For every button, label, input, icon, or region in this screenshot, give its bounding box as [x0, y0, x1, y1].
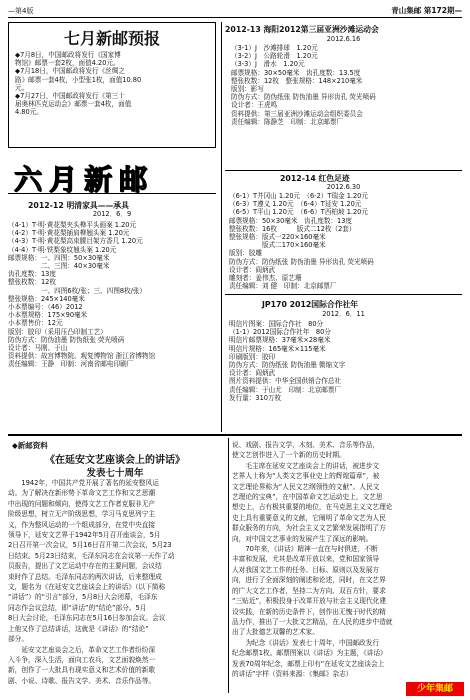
stamp-detail-line: 图片资料提供：中华全国供销合作总社	[229, 377, 342, 386]
article-text-line: 发表70周年纪念，邮票上印有“在延安文艺座谈会上	[232, 659, 385, 668]
article-text-line: 毛主席在延安文艺座谈会上的讲话，被进步文	[232, 461, 380, 470]
article-text-line: 向，进行了全面深刻的阐述和论述，同时，在文艺界	[232, 576, 386, 585]
july-preview-line: 路》邮票一套4枚，小型张1枚，面值10.80	[15, 75, 142, 84]
article-text-line: 领导下，延安文艺界于1942年5月召开座谈会，5月	[8, 531, 161, 540]
article-text-line: 的讲话”字样（资料来源：《集邮》杂志）	[232, 669, 353, 678]
article-text-line: 说、戏剧、报告文学、木刻、美术、音乐等作品，	[232, 441, 380, 449]
stamp-detail-line: （6-1）T井冈山 1.20元 （6-2）T瑞金 1.20元	[229, 192, 368, 200]
article-text-line: 延安文艺座谈会之后，革命文艺工作者纷纷深	[8, 645, 156, 654]
article-text-line: 艺理论的宝典”，在中国革命文艺运动史上，文艺思	[232, 493, 383, 502]
column-divider	[228, 438, 229, 693]
article-text-line: 丰富和发展，尤其是改革开放以来，党和国家领导	[232, 555, 380, 564]
stamp-detail-line: 设计者：马刚、于山	[8, 344, 68, 353]
stamp-detail-line: （6-5）T平山 1.20元 （6-6）T西柏坡 1.20元	[229, 208, 368, 217]
stamp-detail-line: 资料提供：故宫博物院、观复博物馆 浙江省博物馆	[8, 352, 156, 361]
stamp-detail-line: 印刷版别：胶印	[229, 352, 276, 361]
stamp-detail-line: （4-1）T·明·黄花梨夹头榫平头画案 1.20元	[8, 221, 137, 229]
article-text-line: 8日大会讨论，毛泽东同志在5月16日参加会议。会议	[8, 614, 166, 623]
page-header	[8, 4, 462, 18]
page-number: —第4版	[8, 7, 34, 15]
jp170-details	[229, 320, 464, 402]
july-preview-line: 元。	[15, 83, 29, 92]
article-text-line: 1942年，中国共产党开展了著名的延安整风运	[8, 479, 159, 487]
divider	[225, 170, 462, 171]
article-text-line: 动。为了解决在新形势下革命文艺工作和文艺思潮	[8, 489, 156, 498]
stamp-detail-line: （6-3）T遵义 1.20元 （6-4）T延安 1.20元	[229, 200, 362, 209]
stamp-detail-line: 明信片规格：165毫米×115毫米	[229, 344, 326, 353]
article-text-line: 史上具有重要意义的文献，它阐明了革命文艺为人民	[232, 513, 386, 522]
article-text-line: 剧、小说、诗歌、报告文学、美术、音乐作品等。	[8, 676, 156, 685]
stamp-2012-13-date: 2012.6.16	[326, 35, 361, 43]
stamp-detail-line: 责任编辑：刘 健 印制：北京邮票厂	[229, 282, 337, 291]
stamp-detail-line: 小本票规格：175×90毫米	[8, 311, 88, 320]
article-tag: ◆新邮资料	[12, 441, 48, 450]
stamp-detail-line: 雕刻者：姜伟杰、原艺珊	[229, 274, 302, 283]
article-text-line: 同志作会议总结，即“讲话”的“结论”部分。5月	[8, 603, 147, 612]
stamp-detail-line: 小本票编号：（46）2012	[8, 303, 83, 312]
stamp-detail-line: 版别：影写	[231, 85, 264, 94]
article-text-line: 束时作了总结。毛泽东同志的两次讲话，后来整理成	[8, 572, 162, 581]
stamp-detail-line: 版式二170×160毫米	[229, 241, 326, 250]
stamp-detail-line: 设计者：阎炳武	[229, 265, 276, 274]
stamp-detail-line: 责任编辑：王静 印制：河南省邮电印刷厂	[8, 360, 134, 369]
stamp-detail-line: 小本票售价：12元	[8, 319, 63, 328]
july-preview-line: 4.80元。	[15, 108, 43, 117]
stamp-detail-line: 整张规格：版式一220×160毫米	[229, 233, 326, 242]
stamp-detail-line: 版别：胶雕	[229, 249, 262, 258]
youth-philately-badge: 少年集邮	[406, 682, 464, 696]
article-text-line: 品力作，推出了一大批文艺精品，在人民的进步中造就	[232, 617, 393, 626]
article-text-line: 文，题名为《在延安文艺座谈会上的讲话》（以下简称	[8, 583, 166, 592]
section-divider	[8, 434, 462, 436]
article-text-line: 使文艺创作进入了一个新的历史时期。	[232, 451, 346, 460]
stamp-detail-line: 设计者：阎炳武	[229, 369, 276, 378]
stamp-detail-line: （3-1）J 沙滩排球 1.20元	[231, 44, 318, 52]
article-text-line: 义，作为整风运动的一个组成部分，在党中央直接	[8, 520, 156, 529]
stamp-detail-line: 二、三图：40×30毫米	[8, 262, 110, 271]
stamp-2012-14-details	[229, 192, 464, 290]
article-text-line: 的广大文艺工作者，坚持二为方向、双百方针，要求	[232, 586, 386, 595]
article-text-line: 部分。	[8, 635, 29, 644]
stamp-detail-line: （4-3）T·明·黄花梨高束腰目架方香几 1.20元	[8, 237, 143, 246]
stamp-detail-line: 明信片邮票规格：37毫米×28毫米	[229, 336, 331, 345]
stamp-detail-line: 邮票规格：30×50毫米 齿孔度数：13.5度	[231, 68, 361, 77]
stamp-2012-13-details	[231, 44, 462, 126]
stamp-detail-line: 整张枚数：16枚 版式二12枚（2套）	[229, 224, 356, 233]
article-text-line: 入斗争，深入生活，面向工农兵，文艺面貌焕然一	[8, 655, 156, 664]
stamp-detail-line: 整张枚数：12枚	[8, 278, 56, 287]
stamp-2012-12-details	[8, 221, 220, 369]
article-text-line: 人对我国文艺工作的任务、目标、原则以及发展方	[232, 565, 380, 574]
stamp-detail-line: 责任编辑：陈静芝 印制：北京邮票厂	[231, 117, 344, 126]
stamp-detail-line: 邮票规格：一、四图：50×30毫米	[8, 253, 110, 262]
stamp-detail-line: 防伪方式：防伪油墨 防伪纸张 荧光喷码	[8, 335, 125, 344]
stamp-2012-13-block	[225, 22, 462, 174]
july-preview-line: ◆7月8日，中国邮政将发行《国家博	[15, 51, 121, 59]
article-text-line: 阶级思想，树立无产阶级思想，学习马克思列宁主	[8, 510, 156, 519]
stamp-2012-13-heading: 2012-13 海阳2012第三届亚洲沙滩运动会	[225, 25, 379, 34]
article-text-line: 上他又作了总结讲话，这就是《讲话》的“结论”	[8, 624, 149, 633]
article-text-line: 出了大批德艺双馨的艺术家。	[232, 628, 319, 637]
stamp-detail-line: 整张枚数：12枚 整张规格：148×210毫米	[231, 76, 363, 85]
stamp-detail-line: 发行量：310万枚	[229, 393, 282, 402]
article-text-line: 设实践，在新的历史条件下，创作出无愧于时代的精	[232, 607, 386, 616]
article-text-line: 员报告，提出了文艺运动中存在的主要问题，会议结	[8, 562, 162, 571]
july-preview-box	[8, 22, 216, 148]
article-subtitle: 发表七十周年	[86, 468, 144, 479]
article-text-line: 2日召开第一次会议，5月16日召开第二次会议，5月23	[8, 541, 172, 550]
article-text-line: 为纪念《讲话》发表七十周年，中国邮政发行	[232, 638, 380, 647]
stamp-detail-line: （3-2）J 公路轮滑 1.20元	[231, 52, 318, 61]
article-title: 《在延安文艺座谈会上的讲话》	[45, 455, 185, 466]
article-text-line: 文艺理论界称为“人民文艺纲领性的文献”。人民文	[232, 482, 380, 491]
stamp-detail-line: 版别：胶印（采用压凸印制工艺）	[8, 327, 107, 336]
article-text-line: 新，创作了一大批具有现实意义和艺术价值的新歌	[8, 666, 156, 675]
stamp-detail-line: 资料提供：第三届亚洲沙滩运动会组织委员会	[231, 109, 363, 118]
stamp-detail-line: 设计者：王虎鸣	[231, 101, 278, 110]
stamp-2012-12-heading: 2012-12 明清家具——承具	[28, 201, 129, 210]
stamp-detail-line: （3-3）J 滑水 1.20元	[231, 60, 305, 69]
stamp-detail-line: 一、四图6枚/张；三、四图8枚/张）	[8, 286, 147, 295]
stamp-detail-line: 防伪方式：防伪纸张 防伪油墨 异形齿孔 荧光喷码	[229, 257, 374, 266]
column-divider	[221, 22, 222, 432]
stamp-2012-14-date: 2012.6.30	[326, 183, 361, 191]
article-text-line: 群众服务的方向，为社会主义文艺繁荣发展指明了方	[232, 524, 386, 533]
july-preview-body	[15, 51, 211, 117]
stamp-detail-line: 整张规格：245×140毫米	[8, 294, 85, 303]
article-text-line: “三贴近”，积极投身于改革开放与社会主义现代化建	[232, 597, 387, 606]
article-text-line: 70年来，《讲话》精神一直在与时俱进，不断	[232, 545, 378, 554]
stamp-2012-14-heading: 2012-14 红色足迹	[280, 174, 350, 183]
article-text-line: 想史上，占有极其重要的地位，在马克思主义文艺理论	[232, 503, 393, 512]
article-text-line: 艺界人士称为“人类文艺事业史上的辉煌篇章”，被	[232, 472, 380, 481]
article-text-line: 日结束。5月23日结束，毛泽东同志在会议第一天作了动	[8, 551, 175, 560]
june-new-stamps-title: 六月新邮	[14, 163, 155, 196]
july-preview-line: 届奥林匹克运动会》邮票一套4枚，面值	[15, 100, 132, 109]
stamp-detail-line: （4-2）T·明·黄花梨插肩榫翘头案 1.20元	[8, 229, 130, 238]
article-text-line: 纪念邮票1枚。邮票图案以《讲话》为主题，《讲话》	[232, 649, 387, 658]
july-preview-line: ◆7月18日，中国邮政将发行《丝绸之	[15, 67, 125, 76]
stamp-detail-line: （4-4）T·明·铁梨象纹翘头案 1.20元	[8, 245, 117, 254]
article-text-line: 中出现的问题和倾向，使得文艺工作者克服非无产	[8, 499, 156, 508]
july-preview-title: 七月新邮预报	[63, 29, 160, 48]
stamp-detail-line: （1-1）2012国际合作社年 80分	[229, 328, 331, 337]
jp170-heading: JP170 2012国际合作社年	[262, 300, 359, 309]
article-right-column	[232, 440, 464, 679]
issue-label: 青山集邮 第172期—	[391, 6, 462, 15]
divider	[225, 294, 462, 295]
stamp-detail-line: 防伪方式：防伪纸张 防伪油墨 微缩文字	[229, 361, 346, 370]
article-left-column	[8, 478, 224, 686]
stamp-detail-line: 明信片图案：国际合作社 80分	[229, 320, 324, 328]
stamp-2012-12-date: 2012．6．9	[92, 210, 132, 218]
article-text-line: “讲话”）的“引言”部分，5月8日大会闭幕，毛泽东	[8, 593, 158, 602]
stamp-detail-line: 齿孔度数：13度	[8, 270, 56, 279]
divider	[8, 193, 216, 194]
jp170-date: 2012．6．11	[322, 310, 365, 318]
july-preview-line: 物馆》邮票一套2枚，面值4.20元。	[15, 59, 120, 68]
stamp-detail-line: 邮票规格：50×30毫米 齿孔度数：13度	[229, 216, 353, 225]
article-text-line: 向，对中国文艺事业的发展产生了深远的影响。	[232, 534, 373, 543]
july-preview-line: ◆7月27日，中国邮政将发行《第三十	[15, 92, 125, 101]
stamp-detail-line: 责任编辑：于山尤 印制：北京邮票厂	[229, 385, 342, 394]
stamp-detail-line: 防伪方式：防伪纸张 防伪油墨 异形齿孔 荧光喷码	[231, 93, 376, 102]
